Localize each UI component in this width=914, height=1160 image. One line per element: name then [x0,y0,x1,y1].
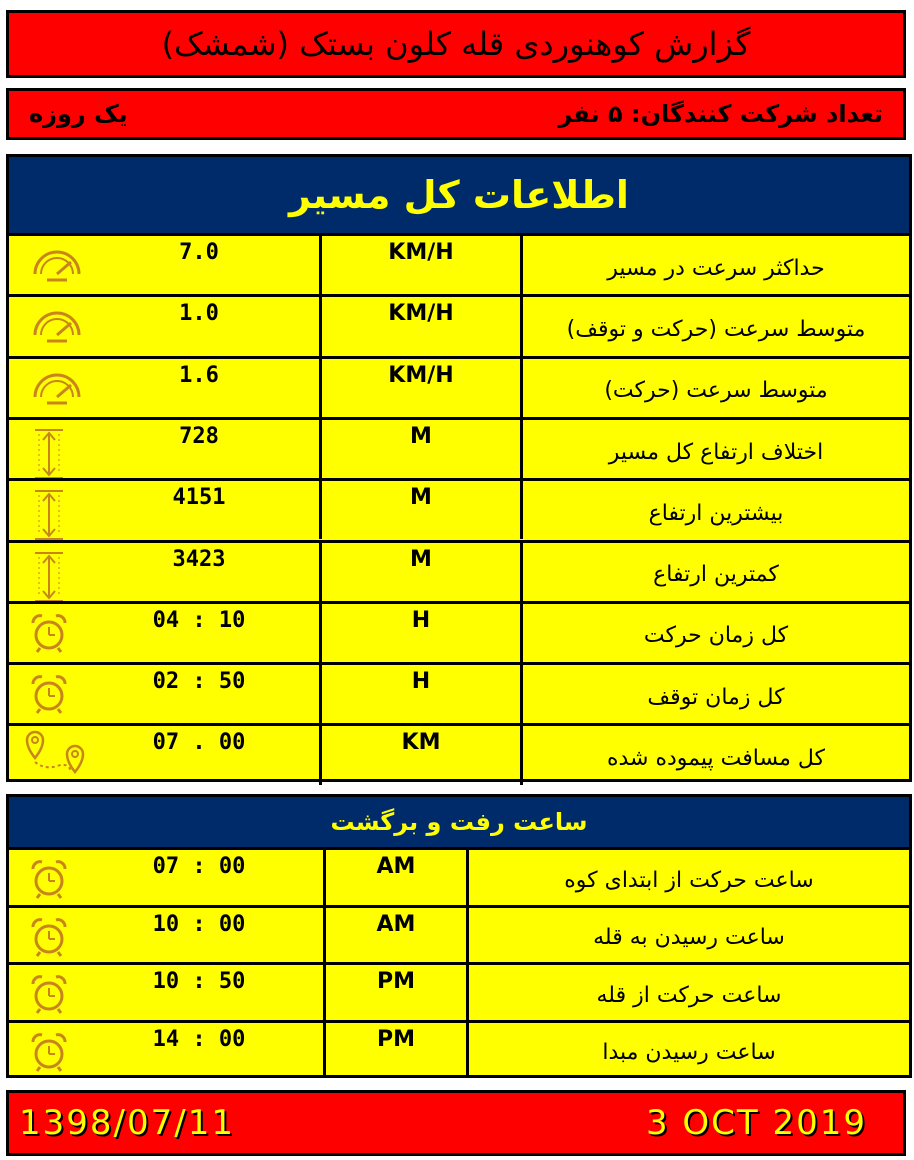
value-cell [9,908,323,963]
trip-times-table [6,794,912,1078]
date-persian: 1398/07/11 [19,1103,235,1143]
route_info-row [9,417,909,478]
trip-times-heading [9,797,909,847]
value-cell [9,420,319,478]
row-unit: KM [401,730,441,756]
unit-cell [319,604,523,662]
route_info-row [9,233,909,294]
unit-cell [323,965,469,1020]
row-unit: H [411,669,431,695]
trip_times-row [9,962,909,1020]
trip_times-row [9,1020,909,1078]
alarm-clock-icon [29,858,69,904]
label-cell [523,481,909,539]
row-unit: PM [376,969,416,994]
alarm-clock-icon [29,673,69,719]
label-cell [469,908,909,963]
elevation-icon [29,489,69,545]
elevation-icon [29,428,69,484]
elevation-icon [29,551,69,607]
row-label: کل مسافت پیموده شده [606,746,826,772]
label-cell [469,965,909,1020]
row-value: 1.0 [179,301,219,327]
row-label: متوسط سرعت (حرکت و توقف) [566,316,866,342]
trip-times-heading-text: ساعت رفت و برگشت [330,808,588,836]
unit-cell [319,420,523,478]
row-unit: PM [376,1026,416,1052]
trip_times-row [9,905,909,963]
date-gregorian: 3 OCT 2019 [645,1103,867,1143]
route_info-row [9,540,909,601]
alarm-clock-icon [29,916,69,962]
unit-cell [323,908,469,963]
row-unit: AM [376,854,416,879]
row-unit: KM/H [388,301,454,327]
map-pins-icon [23,728,89,780]
unit-cell [319,726,523,784]
unit-cell [319,543,523,601]
value-cell [9,359,319,417]
unit-cell [319,236,523,294]
trip-duration: یک روزه [29,100,128,128]
value-cell [9,543,319,601]
row-value: 728 [179,423,219,449]
row-label: کل زمان توقف [647,684,785,710]
route_info-row [9,723,909,784]
row-unit: M [410,423,432,449]
row-label: اختلاف ارتفاع کل مسیر [608,439,824,465]
unit-cell [319,297,523,355]
unit-cell [319,359,523,417]
value-cell [9,481,319,539]
label-cell [469,1023,909,1078]
row-label: کل زمان حرکت [643,623,789,649]
row-value: 04 : 10 [152,607,246,633]
speedometer-icon [29,305,85,349]
row-unit: H [411,607,431,633]
unit-cell [323,850,469,905]
row-label: ساعت حرکت از ابتدای کوه [564,867,814,893]
label-cell [469,850,909,905]
footer-date-bar [6,1090,906,1156]
row-label: ساعت حرکت از قله [596,982,782,1008]
route-info-heading-text: اطلاعات کل مسیر [289,173,629,217]
route_info-row [9,601,909,662]
row-label: حداکثر سرعت در مسیر [607,255,825,281]
speedometer-icon [29,367,85,411]
route_info-row [9,356,909,417]
route_info-row [9,662,909,723]
speedometer-icon [29,244,85,288]
route-info-table [6,154,912,782]
value-cell [9,665,319,723]
unit-cell [319,665,523,723]
row-value: 7.0 [179,240,219,265]
report-title-bar [6,10,906,78]
unit-cell [319,481,523,539]
label-cell [523,236,909,294]
row-value: 3423 [172,546,226,572]
label-cell [523,726,909,784]
info-bar [6,88,906,140]
row-unit: AM [376,911,416,937]
row-label: متوسط سرعت (حرکت) [604,378,828,404]
label-cell [523,665,909,723]
row-value: 10 : 00 [152,911,246,937]
row-unit: M [410,485,432,511]
label-cell [523,359,909,417]
label-cell [523,543,909,601]
row-unit: M [410,546,432,572]
value-cell [9,297,319,355]
row-unit: KM/H [388,240,454,265]
value-cell [9,236,319,294]
route_info-row [9,294,909,355]
route-info-heading [9,157,909,233]
row-value: 02 : 50 [152,669,246,695]
report-title: گزارش کوهنوردی قله کلون بستک (شمشک) [161,25,751,63]
row-value: 4151 [172,485,226,511]
value-cell [9,1023,323,1078]
route_info-row [9,478,909,539]
alarm-clock-icon [29,612,69,658]
row-label: کمترین ارتفاع [653,562,779,588]
row-value: 07 . 00 [152,730,246,756]
participants-count: تعداد شرکت کنندگان: ۵ نفر [558,100,883,128]
row-value: 07 : 00 [152,854,246,879]
label-cell [523,604,909,662]
trip_times-row [9,847,909,905]
row-value: 14 : 00 [152,1026,246,1052]
label-cell [523,420,909,478]
label-cell [523,297,909,355]
alarm-clock-icon [29,973,69,1019]
value-cell [9,965,323,1020]
value-cell [9,850,323,905]
row-label: ساعت رسیدن به قله [593,925,785,951]
row-label: بیشترین ارتفاع [648,500,784,526]
row-value: 10 : 50 [152,969,246,994]
value-cell [9,604,319,662]
value-cell [9,726,319,784]
alarm-clock-icon [29,1031,69,1077]
row-label: ساعت رسیدن مبدا [602,1040,776,1066]
row-value: 1.6 [179,362,219,388]
row-unit: KM/H [388,362,454,388]
unit-cell [323,1023,469,1078]
